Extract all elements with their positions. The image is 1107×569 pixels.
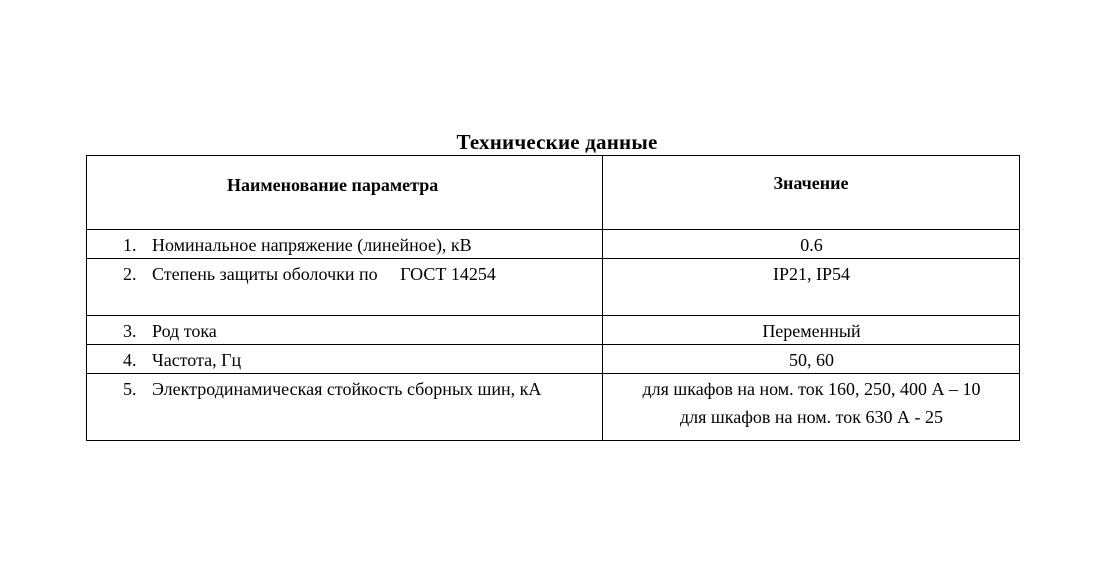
param-cell	[87, 316, 603, 345]
value-cell	[603, 230, 1020, 259]
param-cell	[87, 259, 603, 316]
row-number: 3.	[123, 321, 137, 341]
param-cell	[87, 374, 603, 441]
value-cell	[603, 316, 1020, 345]
table-row	[87, 374, 1020, 441]
value-text: IP21, IP54	[772, 264, 850, 284]
table-row	[87, 230, 1020, 259]
param-cell	[87, 345, 603, 374]
row-number: 1.	[123, 235, 137, 255]
value-text: Переменный	[762, 321, 861, 341]
param-text: Частота, Гц	[152, 350, 242, 370]
row-number: 2.	[123, 264, 137, 284]
table-header-row	[87, 156, 1020, 230]
value-text: 50, 60	[789, 350, 834, 370]
value-text-line-2: для шкафов на ном. ток 630 А - 25	[679, 407, 944, 427]
value-text: 0.6	[800, 235, 823, 255]
header-value-label: Значение	[773, 173, 849, 193]
header-param-cell	[87, 156, 603, 230]
technical-data-table	[86, 155, 1020, 441]
param-text: Род тока	[152, 321, 217, 341]
value-cell	[603, 345, 1020, 374]
value-cell	[603, 374, 1020, 441]
param-text: Степень защиты оболочки по ГОСТ 14254	[152, 264, 496, 284]
param-text: Электродинамическая стойкость сборных шин, кА	[152, 379, 542, 399]
header-param-label: Наименование параметра	[227, 175, 439, 195]
value-cell	[603, 259, 1020, 316]
table-row	[87, 316, 1020, 345]
document-title: Технические данные	[456, 130, 658, 154]
param-cell	[87, 230, 603, 259]
row-number: 4.	[123, 350, 137, 370]
param-text: Номинальное напряжение (линейное), кВ	[152, 235, 472, 255]
header-value-cell	[603, 156, 1020, 230]
value-text-line-1: для шкафов на ном. ток 160, 250, 400 А – 10	[642, 379, 981, 399]
table-row	[87, 259, 1020, 316]
row-number: 5.	[123, 379, 137, 399]
table-row	[87, 345, 1020, 374]
